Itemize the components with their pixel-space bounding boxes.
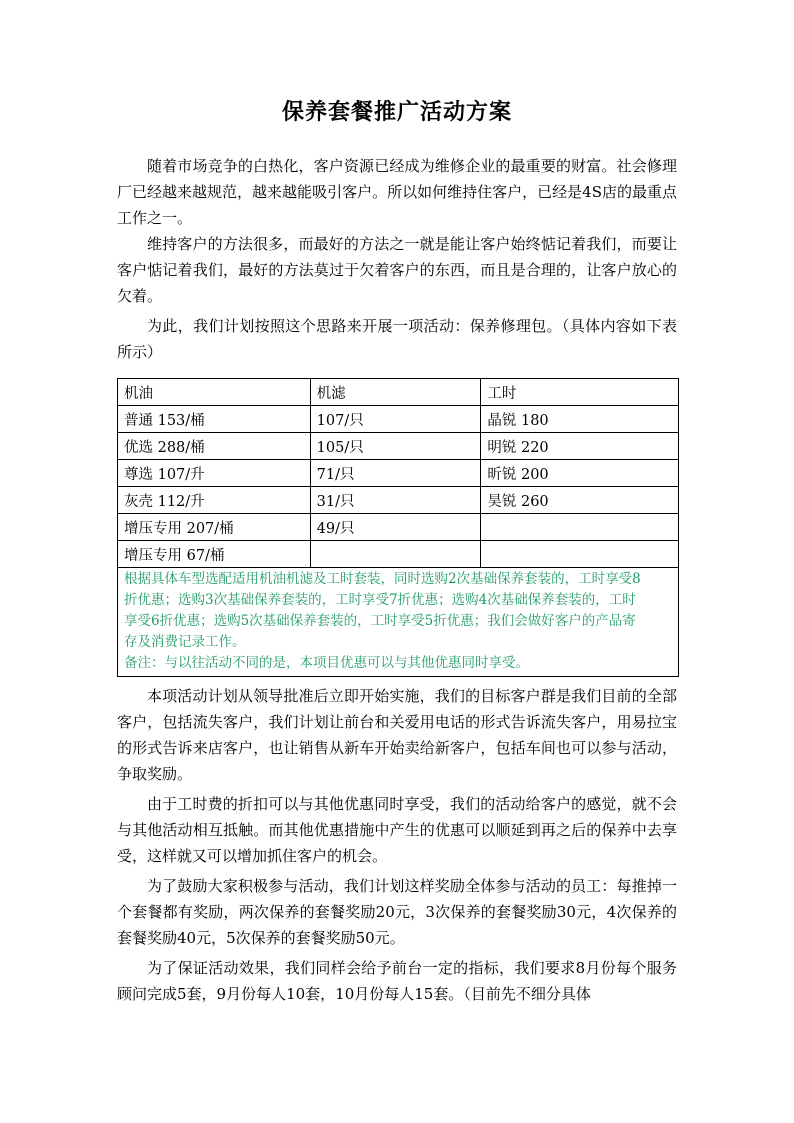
table-cell: 71/只	[310, 460, 481, 487]
table-note-cell	[118, 568, 679, 677]
table-note-row	[118, 568, 679, 677]
table-cell: 尊选 107/升	[118, 460, 311, 487]
table-cell: 昊锐 260	[481, 487, 679, 514]
table-cell: 晶锐 180	[481, 406, 679, 433]
discount-paragraph: 由于工时费的折扣可以与其他优惠同时享受，我们的活动给客户的感觉，就不会与其他活动相互抵触。而其他优惠措施中产生的优惠可以顺延到再之后的保养中去享受，这样就又可以增加抓住客户的机会。	[117, 795, 677, 865]
header-labor: 工时	[481, 379, 679, 406]
table-cell: 105/只	[310, 433, 481, 460]
table-row	[118, 487, 679, 514]
table-row	[118, 514, 679, 541]
reward-paragraph: 为了鼓励大家积极参与活动，我们计划这样奖励全体参与活动的员工：每推掉一个套餐都有奖励，两次保养的套餐奖励20元，3次保养的套餐奖励30元，4次保养的套餐奖励40元，5次保养的套餐奖励50元。	[117, 877, 677, 947]
table-cell	[481, 514, 679, 541]
table-row	[118, 406, 679, 433]
table-cell: 增压专用 207/桶	[118, 514, 311, 541]
table-cell	[310, 541, 481, 568]
note-line-3: 享受6折优惠；选购5次基础保养套装的，工时享受5折优惠；我们会做好客户的产品寄	[124, 613, 636, 629]
intro-paragraph-2: 维持客户的方法很多，而最好的方法之一就是能让客户始终惦记着我们，而要让客户惦记着我们，最好的方法莫过于欠着客户的东西，而且是合理的，让客户放心的欠着。	[117, 235, 677, 305]
table-cell: 优选 288/桶	[118, 433, 311, 460]
table-cell: 49/只	[310, 514, 481, 541]
note-line-4: 存及消费记录工作。	[124, 634, 246, 650]
header-oil: 机油	[118, 379, 311, 406]
header-filter: 机滤	[310, 379, 481, 406]
intro-paragraph-1: 随着市场竞争的白热化，客户资源已经成为维修企业的最重要的财富。社会修理厂已经越来越规范，越来越能吸引客户。所以如何维持住客户，已经是4S店的最重点工作之一。	[117, 157, 677, 227]
document-title: 保养套餐推广活动方案	[281, 99, 512, 125]
target-paragraph: 为了保证活动效果，我们同样会给予前台一定的指标，我们要求8月份每个服务顾问完成5套，9月份每人10套，10月份每人15套。（目前先不细分具体	[117, 959, 677, 1003]
note-line-1: 根据具体车型选配适用机油机滤及工时套装，同时选购2次基础保养套装的，工时享受8	[124, 571, 641, 587]
table-row	[118, 433, 679, 460]
table-row	[118, 460, 679, 487]
plan-paragraph: 本项活动计划从领导批准后立即开始实施，我们的目标客户群是我们目前的全部客户，包括流失客户，我们计划让前台和关爱用电话的形式告诉流失客户，用易拉宝的形式告诉来店客户，也让销售从新车开始卖给新客户，包括车间也可以参与活动，争取奖励。	[117, 687, 677, 783]
note-line-2: 折优惠；选购3次基础保养套装的，工时享受7折优惠；选购4次基础保养套装的，工时	[124, 592, 636, 608]
table-cell: 普通 153/桶	[118, 406, 311, 433]
table-header-row	[118, 379, 679, 406]
table-cell: 灰壳 112/升	[118, 487, 311, 514]
package-table	[117, 378, 679, 677]
table-cell	[481, 541, 679, 568]
table-cell: 明锐 220	[481, 433, 679, 460]
table-row	[118, 541, 679, 568]
remark-line: 备注：与以往活动不同的是，本项目优惠可以与其他优惠同时享受。	[124, 655, 529, 671]
table-cell: 31/只	[310, 487, 481, 514]
intro-paragraph-3: 为此，我们计划按照这个思路来开展一项活动：保养修理包。（具体内容如下表所示）	[117, 317, 677, 361]
table-cell: 107/只	[310, 406, 481, 433]
table-cell: 昕锐 200	[481, 460, 679, 487]
table-cell: 增压专用 67/桶	[118, 541, 311, 568]
